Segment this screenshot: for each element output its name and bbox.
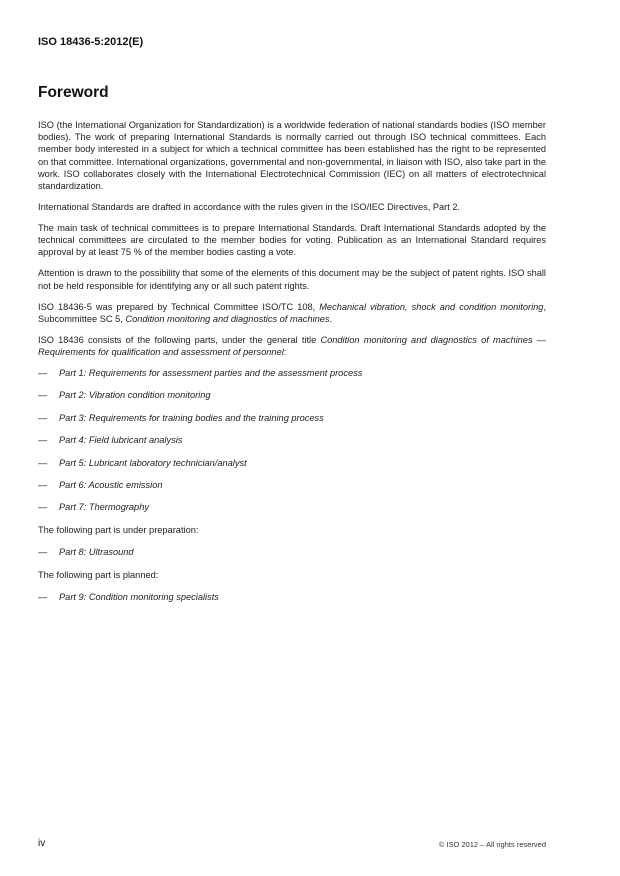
foreword-body <box>38 119 546 613</box>
dash-bullet: — <box>38 591 48 602</box>
paragraph-prepared-by <box>38 301 546 325</box>
text-segment: ISO 18436-5 was prepared by Technical Committee ISO/TC 108, <box>38 301 320 312</box>
document-page <box>38 0 546 876</box>
part-title: Part 4: Field lubricant analysis <box>59 435 183 446</box>
part-title: Part 1: Requirements for assessment parties and the assessment process <box>59 368 363 379</box>
paragraph-patent: Attention is drawn to the possibility that some of the elements of this document may be the subject of patent rights. ISO shall not be held responsible for identifying any or all such patent rights. <box>38 268 546 291</box>
preparation-intro: The following part is under preparation: <box>38 524 199 535</box>
dash-bullet: — <box>38 479 48 490</box>
part-title: Part 7: Thermography <box>59 502 149 513</box>
page-number: iv <box>38 838 46 849</box>
part-title: Part 2: Vibration condition monitoring <box>59 390 211 401</box>
copyright-notice: © ISO 2012 – All rights reserved <box>438 840 546 849</box>
list-item <box>38 546 546 558</box>
document-id: ISO 18436-5:2012(E) <box>38 36 144 48</box>
list-item <box>38 457 546 469</box>
part-title: Part 6: Acoustic emission <box>59 479 163 490</box>
text-segment: ISO 18436 consists of the following parts, under the general title <box>38 334 321 345</box>
dash-bullet: — <box>38 368 48 379</box>
section-heading: Foreword <box>38 84 109 101</box>
dash-bullet: — <box>38 435 48 446</box>
part-title: Part 9: Condition monitoring specialists <box>59 591 219 602</box>
list-item <box>38 591 546 603</box>
committee-title: Mechanical vibration, shock and condition monitoring <box>319 301 544 312</box>
dash-bullet: — <box>38 502 48 513</box>
paragraph-committees: The main task of technical committees is to prepare International Standards. Draft International Standards adopted by the technical committees are circulated to the member bodies for voting. Publication as an International Standard requires approval by at least 75 % of the member bodies casting a vote. <box>38 223 546 258</box>
subcommittee-title: Condition monitoring and diagnostics of machines <box>125 313 330 324</box>
text-segment: : <box>283 347 287 358</box>
dash-bullet: — <box>38 547 48 558</box>
part-title: Part 3: Requirements for training bodies and the training process <box>59 412 324 423</box>
text-segment: , Subcommittee SC 5, <box>38 301 547 324</box>
planned-intro: The following part is planned: <box>38 569 159 580</box>
list-item <box>38 434 546 446</box>
part-title: Part 8: Ultrasound <box>59 547 134 558</box>
paragraph-iso-intro: ISO (the International Organization for Standardization) is a worldwide federation of national standards bodies (ISO member bodies). The work of preparing International Standards is normally carried out through ISO technical committees. Each member body interested in a subject for which a technical committee has been established has the right to be represented on that committee. International organizations, governmental and non-governmental, in liaison with ISO, also take part in the work. ISO collaborates closely with the International Electrotechnical Commission (IEC) on all matters of electrotechnical standardization. <box>38 120 547 192</box>
list-item <box>38 367 546 379</box>
part-title: Part 5: Lubricant laboratory technician/analyst <box>59 457 247 468</box>
list-item <box>38 412 546 424</box>
dash-bullet: — <box>38 457 48 468</box>
paragraph-directives: International Standards are drafted in accordance with the rules given in the ISO/IEC Directives, Part 2. <box>38 202 461 213</box>
dash-bullet: — <box>38 412 48 423</box>
text-segment: . <box>329 313 333 324</box>
list-item <box>38 479 546 491</box>
paragraph-parts-intro <box>38 334 546 358</box>
general-title: Condition monitoring and diagnostics of machines — Requirements for qualification and assessment of personnel <box>38 334 547 358</box>
dash-bullet: — <box>38 390 48 401</box>
list-item <box>38 389 546 401</box>
list-item <box>38 501 546 513</box>
